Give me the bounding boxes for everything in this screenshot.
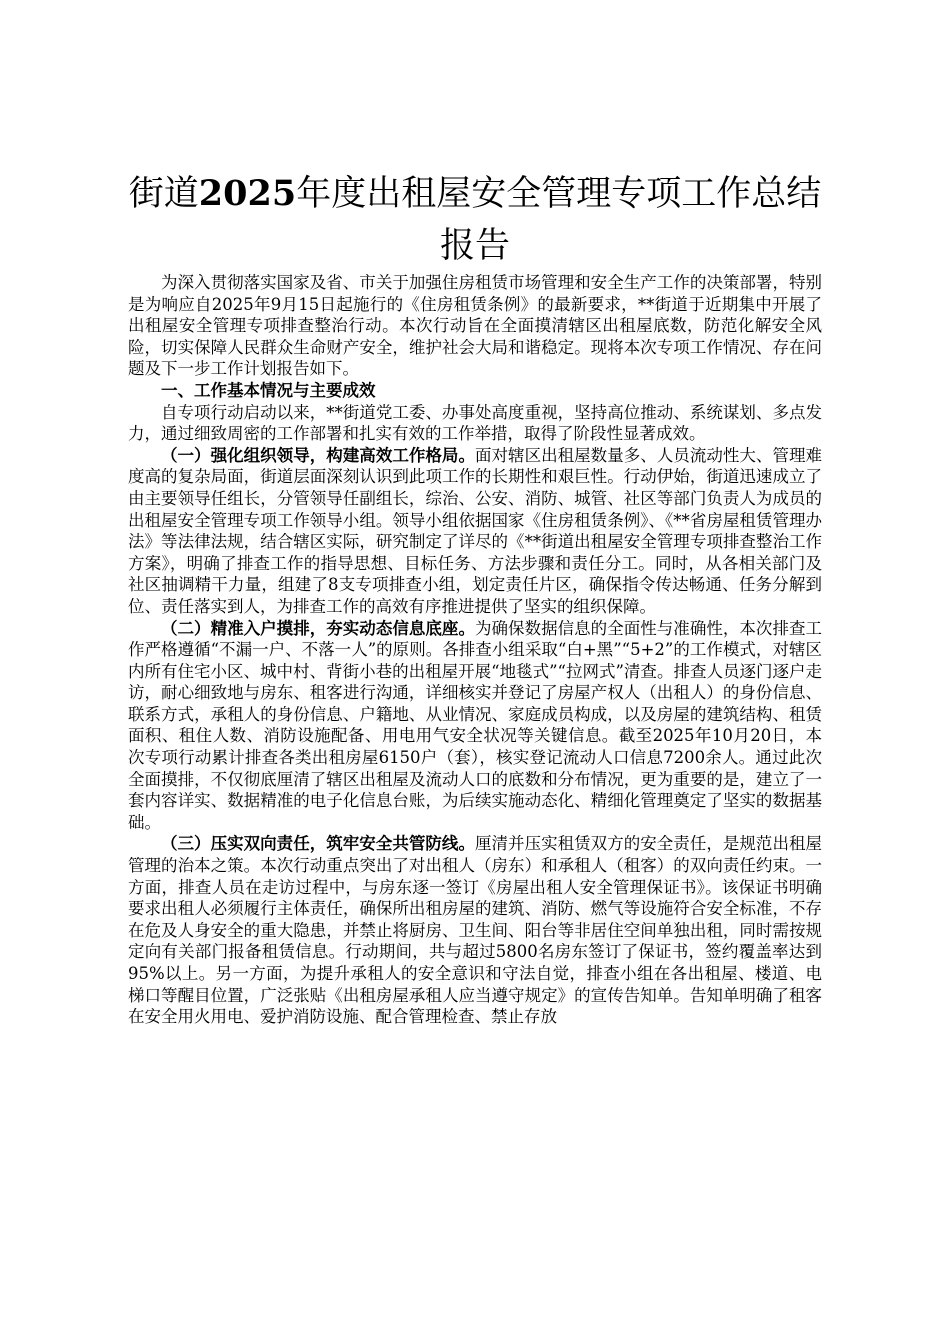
title-suffix: 年度出租屋安全管理专项工作总结报告	[296, 174, 822, 266]
item-1-lead: （一）强化组织领导，构建高效工作格局。	[161, 445, 475, 465]
section-intro-paragraph: 自专项行动启动以来，**街道党工委、办事处高度重视，坚持高位推动、系统谋划、多点发力，通过细致周密的工作部署和扎实有效的工作举措，取得了阶段性显著成效。	[128, 402, 822, 444]
intro-paragraph: 为深入贯彻落实国家及省、市关于加强住房租赁市场管理和安全生产工作的决策部署，特别是为响应自2025年9月15日起施行的《住房租赁条例》的最新要求，**街道于近期集中开展了出租屋安全管理专项排查整治行动。本次行动旨在全面摸清辖区出租屋底数，防范化解安全风险，切实保障人民群众生命财产安全，维护社会大局和谐稳定。现将本次专项工作情况、存在问题及下一步工作计划报告如下。	[128, 273, 822, 379]
item-3-lead: （三）压实双向责任，筑牢安全共管防线。	[161, 834, 475, 854]
item-2-paragraph	[128, 618, 822, 834]
item-3-body: 厘清并压实租赁双方的安全责任，是规范出租屋管理的治本之策。本次行动重点突出了对出租人（房东）和承租人（租客）的双向责任约束。一方面，排查人员在走访过程中，与房东逐一签订《房屋出租人安全管理保证书》。该保证书明确要求出租人必须履行主体责任，确保所出租房屋的建筑、消防、燃气等设施符合安全标准，不存在危及人身安全的重大隐患，并禁止将厨房、卫生间、阳台等非居住空间单独出租，同时需按规定向有关部门报备租赁信息。行动期间，共与超过5800名房东签订了保证书，签约覆盖率达到95%以上。另一方面，为提升承租人的安全意识和守法自觉，排查小组在各出租屋、楼道、电梯口等醒目位置，广泛张贴《出租房屋承租人应当遵守规定》的宣传告知单。告知单明确了租客在安全用火用电、爱护消防设施、配合管理检查、禁止存放	[128, 834, 823, 1027]
title-prefix: 街道	[128, 174, 199, 214]
title-year: 2025	[198, 173, 297, 214]
item-1-paragraph	[128, 445, 822, 618]
item-3-paragraph	[128, 833, 822, 1027]
item-2-body: 为确保数据信息的全面性与准确性，本次排查工作严格遵循“不漏一户、不落一人”的原则。各排查小组采取“白+黑”“5+2”的工作模式，对辖区内所有住宅小区、城中村、背街小巷的出租屋开展“地毯式”“拉网式”清查。排查人员逐门逐户走访，耐心细致地与房东、租客进行沟通，详细核实并登记了房屋产权人（出租人）的身份信息、联系方式，承租人的身份信息、户籍地、从业情况、家庭成员构成，以及房屋的建筑结构、租赁面积、租住人数、消防设施配备、用电用气安全状况等关键信息。截至2025年10月20日，本次专项行动累计排查各类出租房屋6150户（套），核实登记流动人口信息7200余人。通过此次全面摸排，不仅彻底厘清了辖区出租屋及流动人口的底数和分布情况，更为重要的是，建立了一套内容详实、数据精准的电子化信息台账，为后续实施动态化、精细化管理奠定了坚实的数据基础。	[128, 618, 823, 832]
document-page	[128, 168, 822, 1028]
item-1-body: 面对辖区出租屋数量多、人员流动性大、管理难度高的复杂局面，街道层面深刻认识到此项工作的长期性和艰巨性。行动伊始，街道迅速成立了由主要领导任组长，分管领导任副组长，综治、公安、消防、城管、社区等部门负责人为成员的出租屋安全管理专项工作领导小组。领导小组依据国家《住房租赁条例》、《**省房屋租赁管理办法》等法律法规，结合辖区实际，研究制定了详尽的《**街道出租屋安全管理专项排查整治工作方案》，明确了排查工作的指导思想、目标任务、方法步骤和责任分工。同时，从各相关部门及社区抽调精干力量，组建了8支专项排查小组，划定责任片区，确保指令传达畅通、任务分解到位、责任落实到人，为排查工作的高效有序推进提供了坚实的组织保障。	[128, 445, 823, 616]
item-2-lead: （二）精准入户摸排，夯实动态信息底座。	[161, 618, 475, 638]
section-heading: 一、工作基本情况与主要成效	[161, 380, 376, 400]
document-title	[128, 168, 822, 272]
